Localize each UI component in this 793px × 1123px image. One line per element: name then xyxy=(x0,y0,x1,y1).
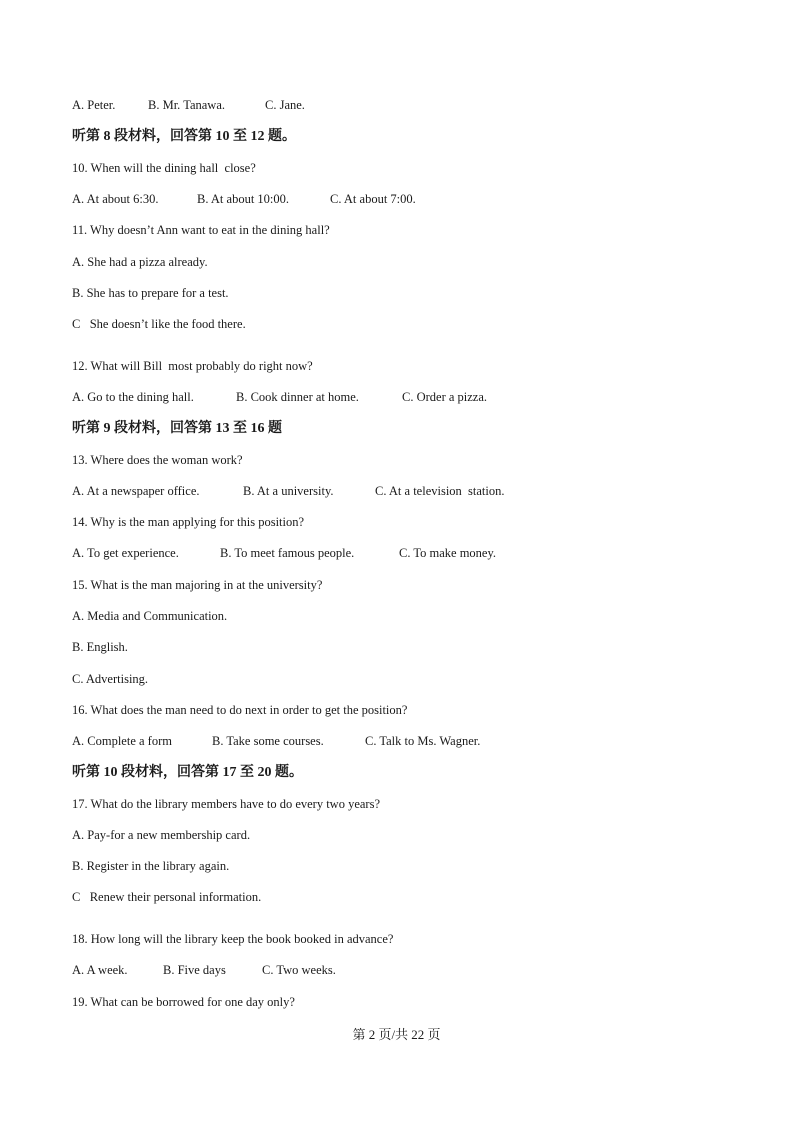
option-11-b: B. She has to prepare for a test. xyxy=(72,286,229,300)
option-9-a: A. Peter. xyxy=(72,98,116,112)
options-row-14 xyxy=(0,545,793,561)
option-14-c: C. To make money. xyxy=(399,546,497,560)
option-11-a: A. She had a pizza already. xyxy=(72,255,208,269)
options-row-12 xyxy=(0,389,793,405)
section-heading-8: 听第 8 段材料，回答第 10 至 12 题。 xyxy=(72,129,296,144)
question-18: 18. How long will the library keep the book booked in advance? xyxy=(72,932,394,946)
option-17-a: A. Pay-for a new membership card. xyxy=(72,828,251,842)
option-13-b: B. At a university. xyxy=(243,484,334,498)
question-14: 14. Why is the man applying for this position? xyxy=(72,515,305,529)
option-15-a: A. Media and Communication. xyxy=(72,609,228,623)
option-16-a: A. Complete a form xyxy=(72,734,172,748)
option-14-a: A. To get experience. xyxy=(72,546,179,560)
option-16-b: B. Take some courses. xyxy=(212,734,324,748)
option-16-c: C. Talk to Ms. Wagner. xyxy=(365,734,481,748)
option-11-c: C She doesn’t like the food there. xyxy=(72,317,246,331)
option-12-a: A. Go to the dining hall. xyxy=(72,390,194,404)
option-17-b: B. Register in the library again. xyxy=(72,859,230,873)
option-12-b: B. Cook dinner at home. xyxy=(236,390,359,404)
question-12: 12. What will Bill most probably do right now? xyxy=(72,359,313,373)
option-9-c: C. Jane. xyxy=(265,98,305,112)
option-17-c: C Renew their personal information. xyxy=(72,890,262,904)
option-12-c: C. Order a pizza. xyxy=(402,390,488,404)
page-footer: 第 2 页/共 22 页 xyxy=(352,1027,441,1042)
question-19: 19. What can be borrowed for one day only? xyxy=(72,995,295,1009)
option-9-b: B. Mr. Tanawa. xyxy=(148,98,226,112)
option-18-b: B. Five days xyxy=(163,963,226,977)
question-10: 10. When will the dining hall close? xyxy=(72,161,256,175)
options-row-13 xyxy=(0,483,793,499)
option-15-b: B. English. xyxy=(72,640,128,654)
option-14-b: B. To meet famous people. xyxy=(220,546,355,560)
question-13: 13. Where does the woman work? xyxy=(72,453,243,467)
option-13-a: A. At a newspaper office. xyxy=(72,484,200,498)
option-13-c: C. At a television station. xyxy=(375,484,505,498)
options-row-18 xyxy=(0,962,793,978)
question-17: 17. What do the library members have to do every two years? xyxy=(72,797,381,811)
question-15: 15. What is the man majoring in at the university? xyxy=(72,578,323,592)
options-row-10 xyxy=(0,191,793,207)
option-18-a: A. A week. xyxy=(72,963,128,977)
section-heading-9: 听第 9 段材料，回答第 13 至 16 题 xyxy=(72,421,282,436)
section-heading-10: 听第 10 段材料，回答第 17 至 20 题。 xyxy=(72,765,303,780)
option-10-c: C. At about 7:00. xyxy=(330,192,416,206)
options-row-16 xyxy=(0,733,793,749)
options-row-9 xyxy=(0,97,793,113)
option-15-c: C. Advertising. xyxy=(72,672,149,686)
question-16: 16. What does the man need to do next in order to get the position? xyxy=(72,703,408,717)
option-10-b: B. At about 10:00. xyxy=(197,192,290,206)
option-10-a: A. At about 6:30. xyxy=(72,192,159,206)
option-18-c: C. Two weeks. xyxy=(262,963,336,977)
question-11: 11. Why doesn’t Ann want to eat in the dining hall? xyxy=(72,223,330,237)
